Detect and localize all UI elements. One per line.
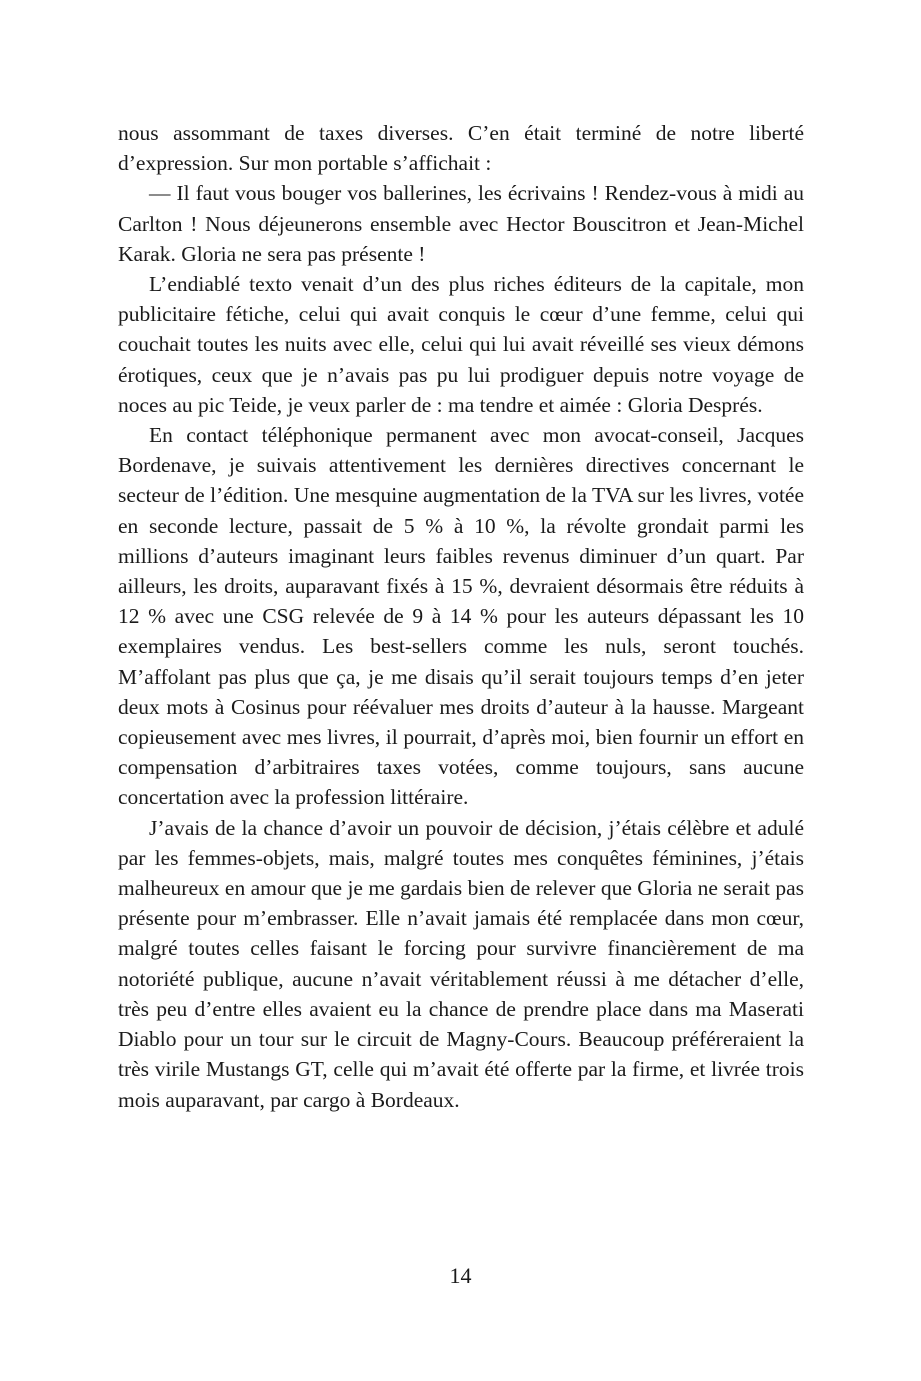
paragraph-1: nous assommant de taxes diverses. C’en était terminé de notre liberté d’expression. Sur mon portable s’affichait : xyxy=(118,121,804,176)
page-number: 14 xyxy=(449,1263,472,1288)
page-body xyxy=(118,118,804,1115)
paragraph-5: J’avais de la chance d’avoir un pouvoir de décision, j’étais célèbre et adulé par les femmes-objets, mais, malgré toutes mes conquêtes féminines, j’étais malheureux en amour que je me gardais bien de relever que Gloria ne serait pas présente pour m’embrasser. Elle n’avait jamais été remplacée dans mon cœur, malgré toutes celles faisant le forcing pour survivre financièrement de ma notoriété publique, aucune n’avait véritablement réussi à me détacher d’elle, très peu d’entre elles avaient eu la chance de prendre place dans ma Maserati Diablo pour un tour sur le circuit de Magny-Cours. Beaucoup préféreraient la très virile Mustangs GT, celle qui m’avait été offerte par la firme, et livrée trois mois auparavant, par cargo à Bordeaux. xyxy=(118,815,804,1112)
paragraph-4: En contact téléphonique permanent avec mon avocat-conseil, Jacques Bordenave, je suivais attentivement les dernières directives concernant le secteur de l’édition. Une mesquine augmentation de la TVA sur les livres, votée en seconde lecture, passait de 5 % à 10 %, la révolte grondait parmi les millions d’auteurs imaginant leurs faibles revenus diminuer d’un quart. Par ailleurs, les droits, auparavant fixés à 15 %, devraient désormais être réduits à 12 % avec une CSG relevée de 9 à 14 % pour les auteurs dépassant les 10 exemplaires vendus. Les best-sellers comme les nuls, seront touchés. M’affolant pas plus que ça, je me disais qu’il serait toujours temps d’en jeter deux mots à Cosinus pour réévaluer mes droits d’auteur à la hausse. Margeant copieusement avec mes livres, il pourrait, d’après moi, bien fournir un effort en compensation d’arbitraires taxes votées, comme toujours, sans aucune concertation avec la profession littéraire. xyxy=(118,423,804,810)
paragraph-2-dialogue: — Il faut vous bouger vos ballerines, les écrivains ! Rendez-vous à midi au Carlton ! Nous déjeunerons ensemble avec Hector Bouscitron et Jean-Michel Karak. Gloria ne sera pas présente ! xyxy=(118,181,804,266)
paragraph-3: L’endiablé texto venait d’un des plus riches éditeurs de la capitale, mon publicitaire fétiche, celui qui avait conquis le cœur d’une femme, celui qui couchait toutes les nuits avec elle, celui qui lui avait réveillé ses vieux démons érotiques, ceux que je n’avais pas pu lui prodiguer depuis notre voyage de noces au pic Teide, je veux parler de : ma tendre et aimée : Gloria Després. xyxy=(118,272,804,417)
